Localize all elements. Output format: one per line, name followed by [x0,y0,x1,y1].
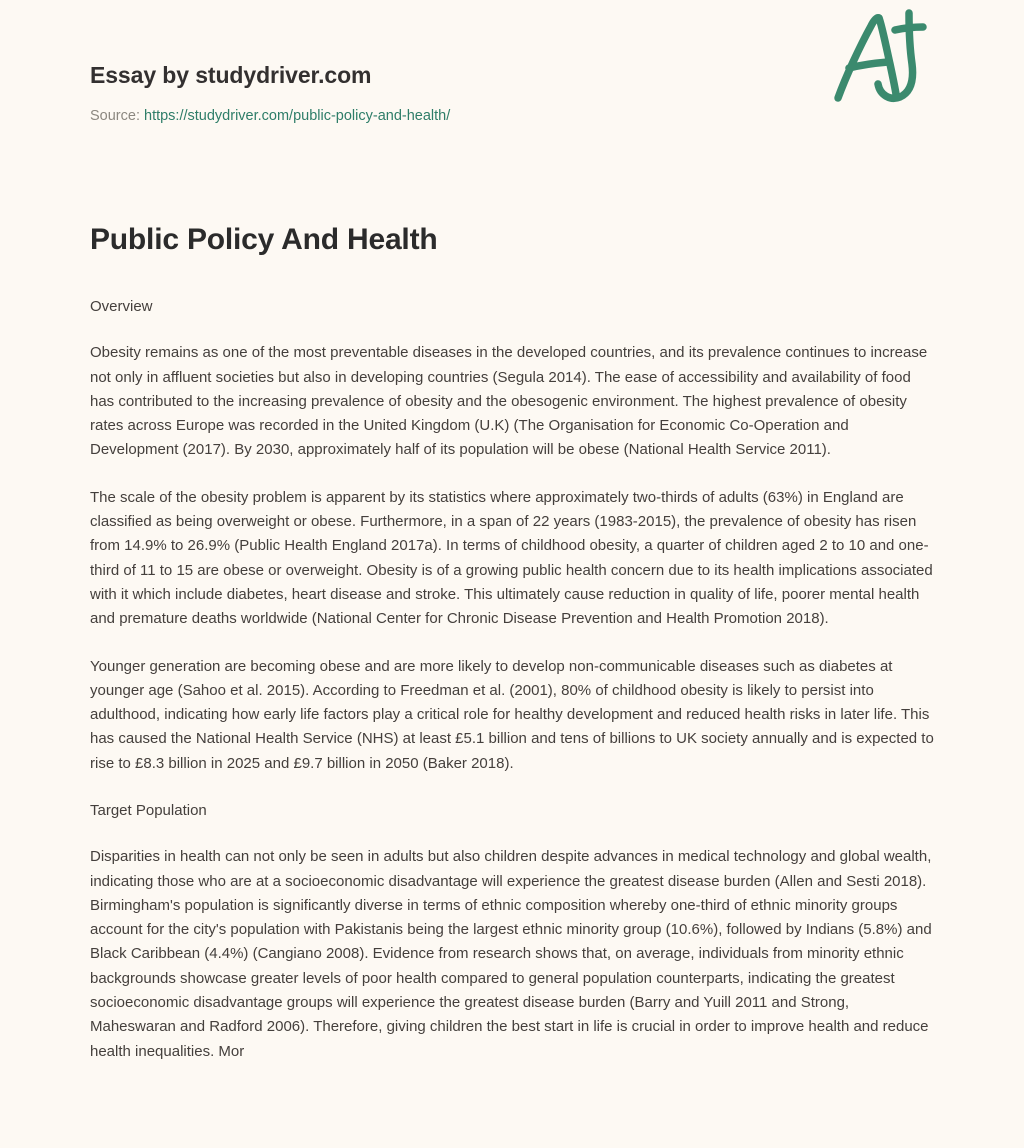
body-paragraph: The scale of the obesity problem is apparent by its statistics where approximately two-thirds of adults (63%) in England are classified as being overweight or obese. Furthermore, in a span of 22 years (1983-2015), the prevalence of obesity has risen from 14.9% to 26.9% (Public Health England 2017a). In terms of childhood obesity, a quarter of children aged 2 to 10 and one-third of 11 to 15 are obese or overweight. Obesity is of a growing public health concern due to its health implications associated with it which include diabetes, heart disease and stroke. This ultimately cause reduction in quality of life, poorer mental health and premature deaths worldwide (National Center for Chronic Disease Prevention and Health Promotion 2018). [90,488,933,628]
page-title: Public Policy And Health [90,223,438,257]
section-heading-target-population: Target Population [90,801,207,819]
essay-byline: Essay by studydriver.com [90,62,372,88]
a-plus-logo-icon [816,2,946,112]
document-body [90,295,934,1064]
source-line [90,107,934,126]
source-label: Source: [90,107,144,124]
body-paragraph-truncated: Disparities in health can not only be seen in adults but also children despite advances in medical technology and global wealth, indicating those who are at a socioeconomic disadvantage will experience the greatest disease burden (Allen and Sesti 2018). Birmingham's population is significantly diverse in terms of ethnic composition whereby one-third of ethnic minority groups account for the city's population with Pakistanis being the largest ethnic minority group (10.6%), followed by Indians (5.8%) and Black Caribbean (4.4%) (Cangiano 2008). Evidence from research shows that, on average, individuals from minority ethnic backgrounds showcase greater levels of poor health compared to general population counterparts, indicating the greatest socioeconomic disadvantage groups will experience the greatest disease burden (Barry and Yuill 2011 and Strong, Maheswaran and Radford 2006). Therefore, giving children the best start in life is crucial in order to improve health and reduce health inequalities. Mor [90,848,932,1060]
section-heading-overview: Overview [90,297,153,315]
body-paragraph: Younger generation are becoming obese and are more likely to develop non-communicable diseases such as diabetes at younger age (Sahoo et al. 2015). According to Freedman et al. (2001), 80% of childhood obesity is likely to persist into adulthood, indicating how early life factors play a critical role for healthy development and reduced health risks in later life. This has caused the National Health Service (NHS) at least £5.1 billion and tens of billions to UK society annually and is expected to rise to £8.3 billion in 2025 and £9.7 billion in 2050 (Baker 2018). [90,657,934,772]
source-url-link[interactable]: https://studydriver.com/public-policy-and-health/ [144,107,451,124]
body-paragraph: Obesity remains as one of the most preventable diseases in the developed countries, and its prevalence continues to increase not only in affluent societies but also in developing countries (Segula 2014). The ease of accessibility and availability of food has contributed to the increasing prevalence of obesity and the obesogenic environment. The highest prevalence of obesity rates across Europe was recorded in the United Kingdom (U.K) (The Organisation for Economic Co-Operation and Development (2017). By 2030, approximately half of its population will be obese (National Health Service 2011). [90,344,928,459]
document-masthead [90,0,934,125]
